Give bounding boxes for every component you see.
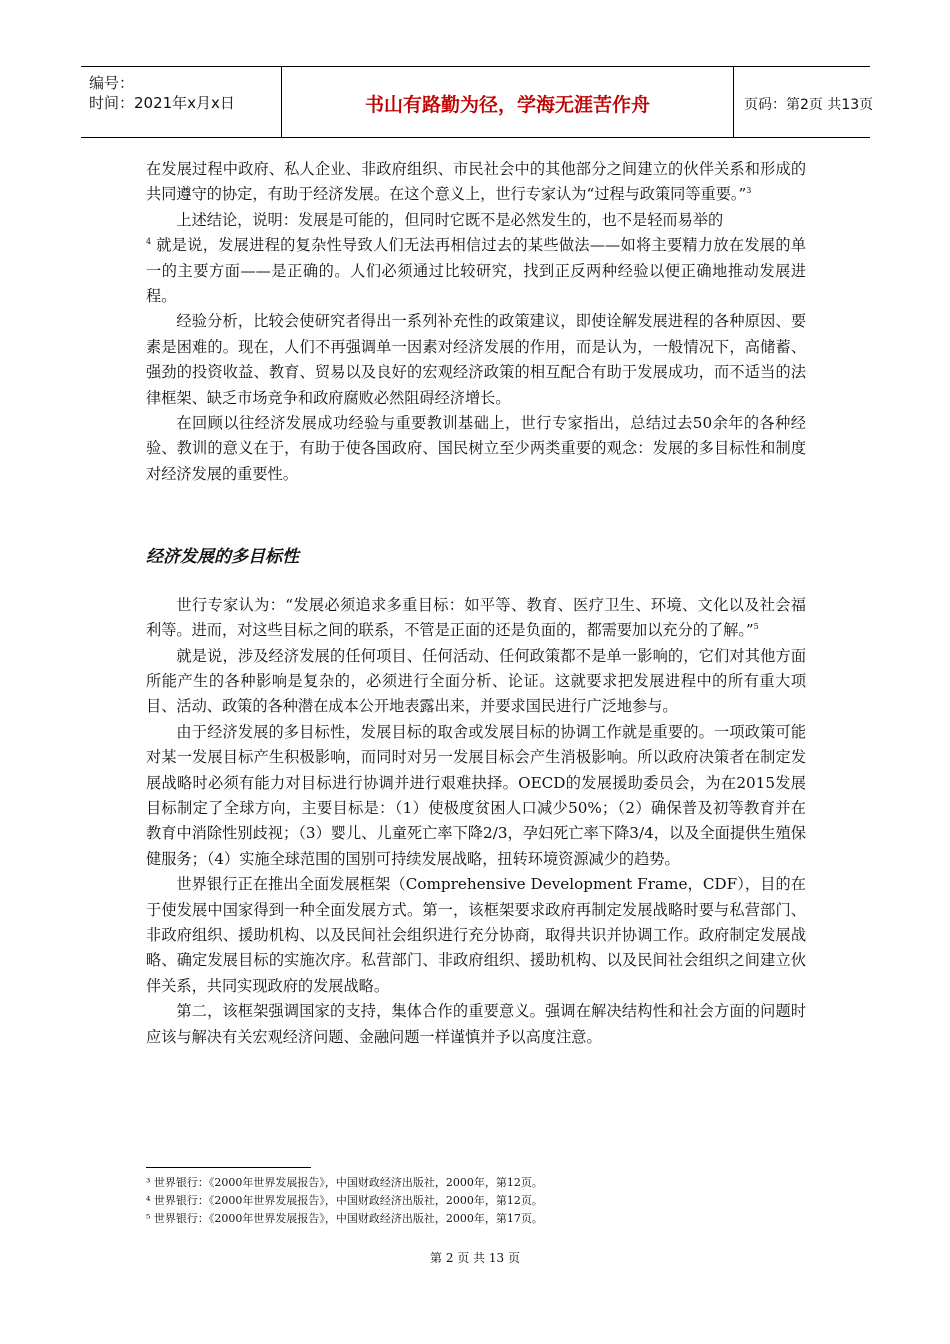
paragraph-text: 世行专家认为：“发展必须追求多重目标：如平等、教育、医疗卫生、环境、文化以及社会福利等。进而，对这些目标之间的联系，不管是正面的还是负面的，都需要加以充分的了解。”: [146, 595, 806, 640]
footnote-separator: [146, 1167, 311, 1168]
paragraph: 在回顾以往经济发展成功经验与重要教训基础上，世行专家指出，总结过去50余年的各种经验、教训的意义在于，有助于使各国政府、国民树立至少两类重要的观念：发展的多目标性和制度对经济发展的重要性。: [146, 414, 806, 483]
footnote-ref: 3: [746, 186, 752, 196]
footnotes: [146, 1174, 806, 1228]
paragraph: [146, 157, 806, 208]
paragraph: 世界银行正在推出全面发展框架（Comprehensive Development Frame，CDF），目的在于使发展中国家得到一种全面发展方式。第一，该框架要求政府再制定发展战略时要与私营部门、非政府组织、援助机构、以及民间社会组织进行充分协商，取得共识并协调工作。政府制定发展战略、确定发展目标的实施次序。私营部门、非政府组织、援助机构、以及民间社会组织之间建立伙伴关系，共同实现政府的发展战略。: [146, 875, 806, 995]
footnote-ref: 5: [753, 622, 759, 632]
paragraph: [146, 208, 806, 310]
paragraph-text: 上述结论，说明：发展是可能的，但同时它既不是必然发生的，也不是轻而易举的: [176, 210, 724, 229]
footnote: ⁵ 世界银行：《2000年世界发展报告》，中国财政经济出版社，2000年，第17页。: [146, 1212, 543, 1225]
paragraph: 就是说，涉及经济发展的任何项目、任何活动、任何政策都不是单一影响的，它们对其他方面所能产生的各种影响是复杂的，必须进行全面分析、论证。这就要求把发展进程中的所有重大项目、活动、政策的各种潜在成本公开地表露出来，并要求国民进行广泛地参与。: [146, 646, 806, 716]
paragraph: 由于经济发展的多目标性，发展目标的取舍或发展目标的协调工作就是重要的。一项政策可能对某一发展目标产生积极影响，而同时对另一发展目标会产生消极影响。所以政府决策者在制定发展战略时必须有能力对目标进行协调并进行艰难抉择。OECD的发展援助委员会，为在2015发展目标制定了全球方向，主要目标是：（1）使极度贫困人口减少50%；（2）确保普及初等教育并在教育中消除性别歧视；（3）婴儿、儿童死亡率下降2/3，孕妇死亡率下降3/4，以及全面提供生殖保健服务；（4）实施全球范围的国别可持续发展战略，扭转环境资源减少的趋势。: [146, 722, 806, 868]
page-indicator: 页码：第2页 共13页: [744, 97, 874, 113]
document-body: [146, 157, 806, 1050]
number-label: 编号：: [89, 74, 135, 92]
section-heading: 经济发展的多目标性: [146, 547, 299, 568]
time-label: 时间：2021年x月x日: [89, 94, 235, 112]
paragraph-text: 在发展过程中政府、私人企业、非政府组织、市民社会中的其他部分之间建立的伙伴关系和形成的共同遵守的协定，有助于经济发展。在这个意义上，世行专家认为“过程与政策同等重要。”: [146, 160, 806, 204]
header-motto-cell: [281, 67, 734, 137]
paragraph: [146, 593, 806, 644]
motto: 书山有路勤为径，学海无涯苦作舟: [364, 94, 650, 116]
footnote-ref: 4: [146, 237, 152, 247]
paragraph: 经验分析，比较会使研究者得出一系列补充性的政策建议，即使诠解发展进程的各种原因、要素是困难的。现在，人们不再强调单一因素对经济发展的作用，而是认为，一般情况下，高储蓄、强劲的投资收益、教育、贸易以及良好的宏观经济政策的相互配合有助于发展成功，而不适当的法律框架、缺乏市场竞争和政府腐败必然阻碍经济增长。: [146, 312, 806, 407]
footnote: ⁴ 世界银行：《2000年世界发展报告》，中国财政经济出版社，2000年，第12页。: [146, 1194, 543, 1207]
paragraph-text: 就是说，发展进程的复杂性导致人们无法再相信过去的某些做法——如将主要精力放在发展的单一的主要方面——是正确的。人们必须通过比较研究，找到正反两种经验以便正确地推动发展进程。: [146, 236, 807, 306]
footnote: ³ 世界银行：《2000年世界发展报告》，中国财政经济出版社，2000年，第12页。: [146, 1176, 543, 1189]
header-page-cell: [732, 67, 874, 137]
page-footer: 第 2 页 共 13 页: [430, 1251, 520, 1265]
page-header: [81, 66, 874, 138]
header-meta-cell: [81, 67, 281, 137]
paragraph: 第二，该框架强调国家的支持，集体合作的重要意义。强调在解决结构性和社会方面的问题时应该与解决有关宏观经济问题、金融问题一样谨慎并予以高度注意。: [146, 1002, 806, 1046]
